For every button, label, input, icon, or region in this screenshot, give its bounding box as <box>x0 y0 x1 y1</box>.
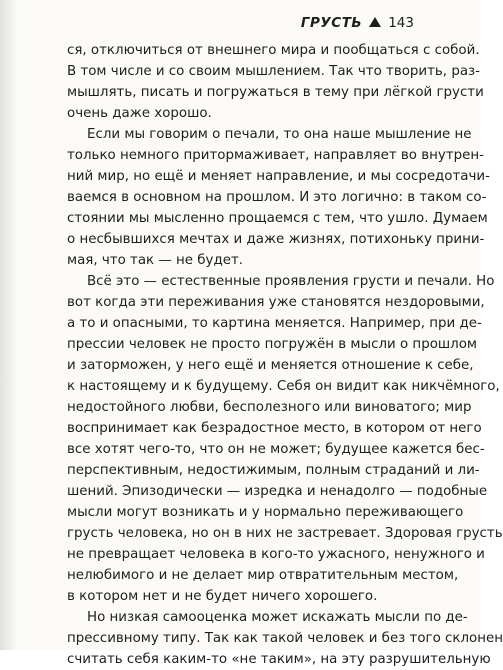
text-line: недостойного любви, бесполезного или виноватого; мир <box>67 400 472 415</box>
text-line: не превращает человека в кого-то ужасного, ненужного и <box>67 547 485 562</box>
text-line: считать себя каким-то «не таким», на эту разрушительную <box>67 652 491 667</box>
text-line: шений. Эпизодически — изредка и ненадолго — подобные <box>67 484 488 499</box>
body-text <box>67 40 503 670</box>
text-line: только немного притормаживает, направляет во внутрен- <box>67 148 484 163</box>
text-line: Если мы говорим о печали, то она наше мышление не <box>87 127 472 142</box>
triangle-up-icon <box>369 17 381 27</box>
text-line: и заторможен, у него ещё и меняется отношение к себе, <box>67 358 474 373</box>
text-line: ний мир, но ещё и меняет направление, и мы сосредотачи- <box>67 169 490 184</box>
text-line: стоянии мы мысленно прощаемся с тем, что ушло. Думаем <box>67 211 488 226</box>
page-number: 143 <box>388 15 414 31</box>
text-line: прессии человек не просто погружён в мысли о прошлом <box>67 337 477 352</box>
text-line: Всё это — естественные проявления грусти и печали. Но <box>87 274 495 289</box>
text-line: мая, что так — не будет. <box>67 253 244 268</box>
text-line: о несбывшихся мечтах и даже жизнях, потихоньку прини- <box>67 232 485 247</box>
running-header <box>301 14 414 32</box>
paragraph <box>67 607 503 670</box>
text-line: вот когда эти переживания уже становятся нездоровыми, <box>67 295 485 310</box>
text-line: а то и опасными, то картина меняется. Например, при де- <box>67 316 482 331</box>
text-line: нелюбимого и не делает мир отвратительным местом, <box>67 568 459 583</box>
text-line: Но низкая самооценка может искажать мысли по де- <box>87 610 468 625</box>
text-line: ваемся в основном на прошлом. И это логично: в таком со- <box>67 190 487 205</box>
text-line: все хотят чего-то, что он не может; будущее кажется бес- <box>67 442 485 457</box>
text-line: перспективным, недостижимым, полным страданий и ли- <box>67 463 480 478</box>
paragraph <box>67 40 484 124</box>
text-line: мысли могут возникать и у нормально переживающего <box>67 505 464 520</box>
text-line: прессивному типу. Так как такой человек и без того склонен <box>67 631 503 646</box>
paragraph <box>67 271 503 607</box>
text-line: грусть человека, но он в них не застревает. Здоровая грусть <box>67 526 503 541</box>
text-line: мышлять, писать и погружаться в тему при лёгкой грусти <box>67 85 484 100</box>
paragraph <box>67 124 490 271</box>
text-line: В том числе и со своим мышлением. Так что творить, раз- <box>67 64 480 79</box>
text-line: очень даже хорошо. <box>67 106 212 121</box>
text-line: ся, отключиться от внешнего мира и пообщаться с собой. <box>67 43 480 58</box>
text-line: в котором нет и не будет ничего хорошего. <box>67 589 378 604</box>
text-line: к настоящему и к будущему. Себя он видит как никчёмного, <box>67 379 500 394</box>
text-line: воспринимает как безрадостное место, в котором от него <box>67 421 482 436</box>
section-title: ГРУСТЬ <box>300 15 363 31</box>
